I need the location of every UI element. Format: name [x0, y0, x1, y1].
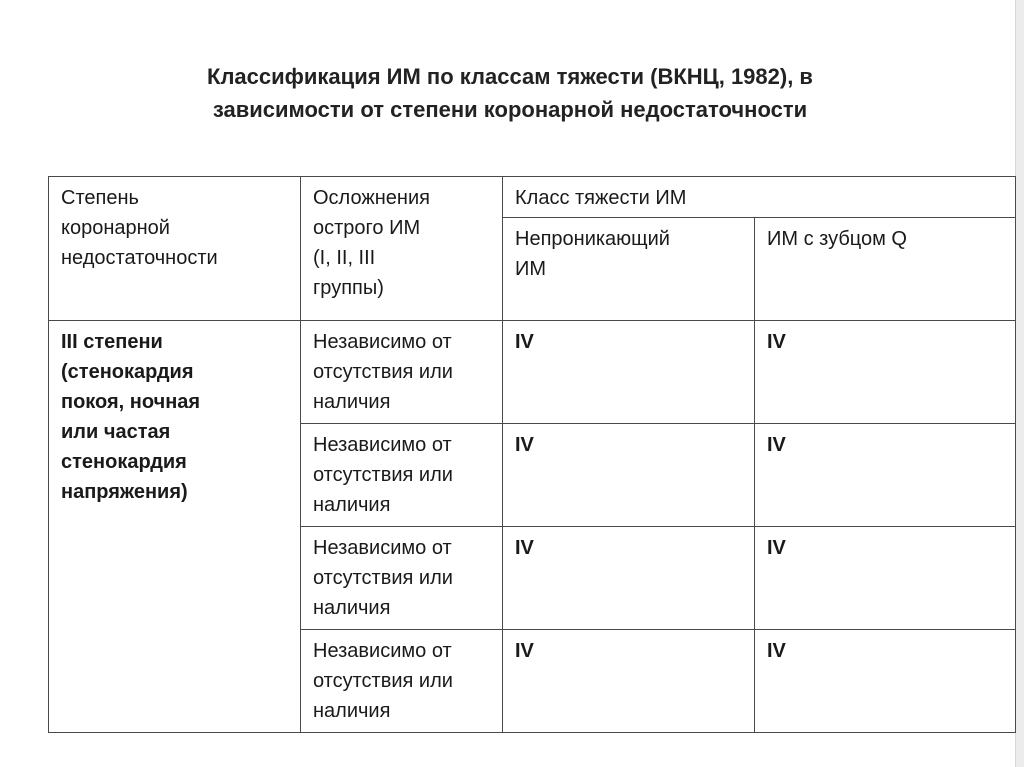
- header-q-wave: ИМ с зубцом Q: [755, 218, 1016, 321]
- header-severity-class: Класс тяжести ИМ: [503, 177, 1016, 218]
- header-nonpenetrating: [503, 218, 755, 321]
- q-wave-cell: IV: [755, 321, 1016, 424]
- degree-line: или частая: [61, 421, 171, 443]
- complications-line: отсутствия или: [313, 670, 453, 692]
- degree-line: (стенокардия: [61, 361, 194, 383]
- nonpenetrating-cell: IV: [503, 424, 755, 527]
- nonpenetrating-cell: IV: [503, 527, 755, 630]
- header-complications-line: Осложнения: [313, 187, 430, 209]
- complications-line: наличия: [313, 700, 391, 722]
- header-row-1: [49, 177, 1016, 218]
- header-nonpenetrating-line: ИМ: [515, 258, 547, 280]
- complications-cell: [301, 630, 503, 733]
- header-complications: [301, 177, 503, 321]
- degree-line: стенокардия: [61, 451, 187, 473]
- nonpenetrating-cell: IV: [503, 321, 755, 424]
- header-complications-line: (I, II, III: [313, 247, 376, 269]
- q-wave-cell: IV: [755, 424, 1016, 527]
- header-nonpenetrating-line: Непроникающий: [515, 228, 670, 250]
- degree-line: III степени: [61, 331, 163, 353]
- q-wave-cell: IV: [755, 527, 1016, 630]
- complications-cell: [301, 424, 503, 527]
- complications-line: наличия: [313, 391, 391, 413]
- degree-line: покоя, ночная: [61, 391, 201, 413]
- q-wave-cell: IV: [755, 630, 1016, 733]
- header-degree-line: коронарной: [61, 217, 170, 239]
- complications-cell: [301, 321, 503, 424]
- complications-line: отсутствия или: [313, 361, 453, 383]
- complications-line: отсутствия или: [313, 567, 453, 589]
- title-line-1: Классификация ИМ по классам тяжести (ВКНЦ, 1982), в: [207, 64, 813, 89]
- complications-line: Независимо от: [313, 537, 452, 559]
- header-complications-line: группы): [313, 277, 384, 299]
- complications-line: Независимо от: [313, 434, 452, 456]
- complications-line: наличия: [313, 494, 391, 516]
- complications-cell: [301, 527, 503, 630]
- classification-table: [48, 176, 1016, 733]
- header-degree: [49, 177, 301, 321]
- degree-cell: [49, 321, 301, 733]
- complications-line: наличия: [313, 597, 391, 619]
- degree-line: напряжения): [61, 481, 188, 503]
- title-line-2: зависимости от степени коронарной недостаточности: [212, 97, 808, 122]
- complications-line: Независимо от: [313, 640, 452, 662]
- slide-edge: [1015, 0, 1024, 767]
- complications-line: отсутствия или: [313, 464, 453, 486]
- table-row: [49, 321, 1016, 424]
- nonpenetrating-cell: IV: [503, 630, 755, 733]
- page-title: [60, 60, 960, 126]
- complications-line: Независимо от: [313, 331, 452, 353]
- header-degree-line: Степень: [61, 187, 139, 209]
- header-complications-line: острого ИМ: [313, 217, 421, 239]
- header-degree-line: недостаточности: [61, 247, 218, 269]
